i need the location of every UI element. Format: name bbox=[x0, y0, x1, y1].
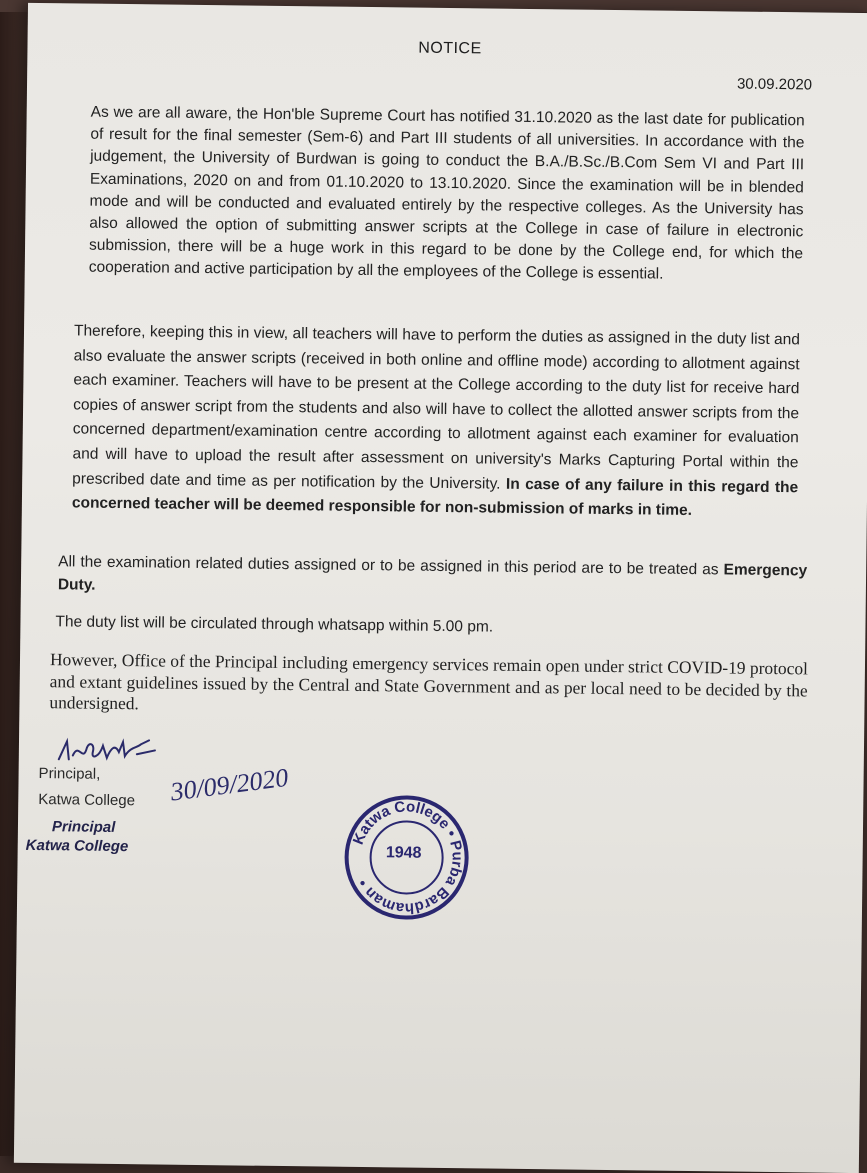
paragraph-1: As we are all aware, the Hon'ble Supreme Court has notified 31.10.2020 as the last date for publication of result for the final semester (Sem-6) and Part III students of all universities. In accordance with the judgement, the University of Burdwan is going to conduct the B.A./B.Sc./B.Com Sem VI and Part III Examinations, 2020 on and from 01.10.2020 to 13.10.2020. Since the examination will be in blended mode and will be conducted and evaluated entirely by the respective colleges. As the University has also allowed the option of submitting answer scripts at the College in case of failure in electronic submission, there will be a huge work in this regard to be done by the College end, for which the cooperation and active participation by all the employees of the College is essential. bbox=[88, 103, 805, 284]
paragraph-5: However, Office of the Principal including emergency services remain open under strict COVID-19 protocol and extant guidelines issued by the Central and State Government and as per local need to be decided by the undersigned. bbox=[49, 649, 809, 714]
college-seal bbox=[341, 792, 473, 924]
paragraph-2 bbox=[72, 319, 800, 525]
handwritten-signature bbox=[53, 733, 173, 768]
signatory-college: Katwa College bbox=[38, 791, 136, 810]
handwritten-date bbox=[168, 757, 319, 809]
seal-year: 1948 bbox=[385, 844, 422, 862]
handwritten-date-text: 30/09/2020 bbox=[168, 762, 290, 807]
notice-date: 30.09.2020 bbox=[736, 75, 813, 94]
paragraph-3-text: All the examination related duties assigned or to be assigned in this period are to be treated as bbox=[58, 553, 719, 579]
principal-stamp-title: Principal bbox=[51, 818, 116, 836]
paragraph-3 bbox=[58, 550, 808, 605]
notice-paper bbox=[14, 3, 867, 1173]
paragraph-4: The duty list will be circulated through whatsapp within 5.00 pm. bbox=[55, 613, 494, 636]
notice-title: NOTICE bbox=[418, 39, 482, 58]
seal-ring-text: Katwa College • Purba Bardhaman • bbox=[349, 798, 466, 917]
emergency-duty-label: Emergency Duty. bbox=[57, 561, 808, 594]
principal-stamp-college: Katwa College bbox=[25, 836, 129, 856]
paragraph-2-text: Therefore, keeping this in view, all teachers will have to perform the duties as assigned in the duty list and also evaluate the answer scripts (received in both online and offline mode) according to allotment against each examiner. Teachers will have to be present at the College according to the duty list for receive hard copies of answer script from the students and also will have to collect the allotted answer scripts from the concerned department/examination centre according to allotment against each examiner for evaluation and will have to upload the result after assessment on university's Marks Capturing Portal within the prescribed date and time as per notification by the University. bbox=[72, 322, 801, 493]
paragraph-2-warning: In case of any failure in this regard the concerned teacher will be deemed responsible for non-submission of marks in time. bbox=[71, 475, 799, 520]
signatory-title: Principal, bbox=[38, 765, 101, 783]
